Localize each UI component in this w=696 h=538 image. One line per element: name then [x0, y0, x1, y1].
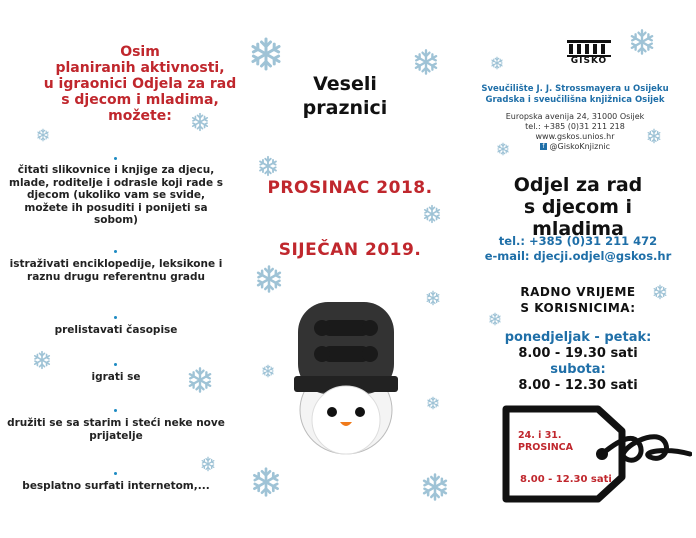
- weekday-label: ponedjeljak - petak:: [504, 330, 652, 345]
- facebook-icon: f: [540, 143, 547, 150]
- department-title: [478, 174, 678, 240]
- month-january: SIJEČAN 2019.: [278, 240, 422, 260]
- intro-line: planiranih aktivnosti,: [55, 60, 225, 76]
- snowflake-icon: [426, 396, 440, 410]
- activity-line: možete ih posuditi i ponijeti sa: [24, 201, 208, 214]
- activity-line: mlade, roditelje i odrasle koji rade s: [9, 176, 223, 189]
- activity-socialize: [6, 417, 226, 442]
- institution-name: [480, 84, 670, 106]
- activity-line: sobom): [94, 214, 138, 226]
- address-line: tel.: +385 (0)31 211 218: [525, 122, 625, 131]
- hours-title-line: RADNO VRIJEME: [520, 285, 636, 299]
- tag-hours: 8.00 - 12.30 sati: [520, 474, 612, 485]
- tag-icon: [500, 405, 692, 503]
- saturday-label: subota:: [550, 362, 606, 377]
- intro-line: s djecom i mladima,: [61, 92, 219, 108]
- department-line: Odjel za rad: [513, 174, 643, 196]
- snowflake-icon: [261, 364, 275, 378]
- activity-play: [6, 371, 226, 384]
- tag-date-line: PROSINCA: [518, 442, 574, 453]
- activity-encyclopedias: [6, 258, 226, 283]
- facebook-handle: @GiskoKnjiznic: [549, 142, 611, 151]
- greeting: [280, 72, 410, 120]
- activity-line: prijatelje: [89, 429, 143, 442]
- institution-line: Sveučilište J. J. Strossmayera u Osijeku: [481, 84, 669, 94]
- snowflake-icon: [250, 466, 282, 498]
- activity-magazines: [6, 324, 226, 337]
- bullet-icon: [114, 472, 117, 475]
- greeting-line: praznici: [302, 97, 388, 119]
- snowflake-icon: [257, 155, 279, 177]
- snowflake-icon: [36, 128, 50, 142]
- bullet-icon: [114, 157, 117, 160]
- contact-block: [478, 234, 678, 264]
- activity-line: družiti se sa starim i steći neke nove: [7, 417, 225, 429]
- activity-line: čitati slikovnice i knjige za djecu,: [17, 164, 215, 176]
- institution-line: Gradska i sveučilišna knjižnica Osijek: [485, 95, 665, 105]
- saturday-hours: 8.00 - 12.30 sati: [518, 378, 638, 393]
- snowflake-icon: [32, 350, 52, 370]
- tag-dates: [518, 430, 608, 454]
- snowflake-icon: [248, 36, 284, 72]
- snowflake-icon: [420, 472, 450, 502]
- email-link[interactable]: e-mail: djecji.odjel@gskos.hr: [484, 249, 672, 263]
- website-link[interactable]: www.gskos.unios.hr: [535, 132, 615, 141]
- hours-title: [478, 284, 678, 316]
- intro-heading: [40, 44, 240, 124]
- snowflake-icon: [425, 290, 441, 306]
- activity-internet: [6, 480, 226, 493]
- snowflake-icon: [200, 456, 216, 472]
- activity-reading: [6, 164, 226, 227]
- activity-line: igrati se: [91, 371, 141, 383]
- snowflake-icon: [412, 48, 440, 76]
- activity-line: djecom (ukoliko vam se svide,: [26, 189, 206, 201]
- phone-number[interactable]: tel.: +385 (0)31 211 472: [498, 234, 658, 248]
- bullet-icon: [114, 409, 117, 412]
- hours-title-line: S KORISNICIMA:: [520, 301, 636, 315]
- activity-line: raznu drugu referentnu gradu: [27, 270, 205, 283]
- snowflake-icon: [628, 28, 656, 56]
- address-block: [480, 112, 670, 152]
- activity-line: besplatno surfati internetom,...: [22, 480, 210, 492]
- intro-line: možete:: [108, 108, 172, 124]
- intro-line: u igraonici Odjela za rad: [43, 76, 237, 92]
- snowflake-icon: [422, 204, 442, 224]
- department-line: s djecom i mladima: [523, 196, 633, 240]
- tag-date-line: 24. i 31.: [518, 430, 562, 441]
- greeting-line: Veseli: [313, 73, 377, 95]
- activity-line: istraživati enciklopedije, leksikone i: [9, 258, 223, 270]
- logo-text: GISKO: [570, 56, 608, 66]
- snowflake-icon: [490, 56, 504, 70]
- weekday-hours: 8.00 - 19.30 sati: [518, 346, 638, 361]
- snowman-icon: [292, 298, 400, 458]
- address-line: Europska avenija 24, 31000 Osijek: [505, 112, 645, 121]
- activity-line: prelistavati časopise: [54, 324, 178, 336]
- bullet-icon: [114, 363, 117, 366]
- bullet-icon: [114, 316, 117, 319]
- intro-line: Osim: [120, 44, 160, 60]
- bullet-icon: [114, 250, 117, 253]
- month-december: PROSINAC 2018.: [267, 178, 433, 198]
- snowflake-icon: [254, 264, 284, 294]
- facebook-row[interactable]: [480, 142, 670, 152]
